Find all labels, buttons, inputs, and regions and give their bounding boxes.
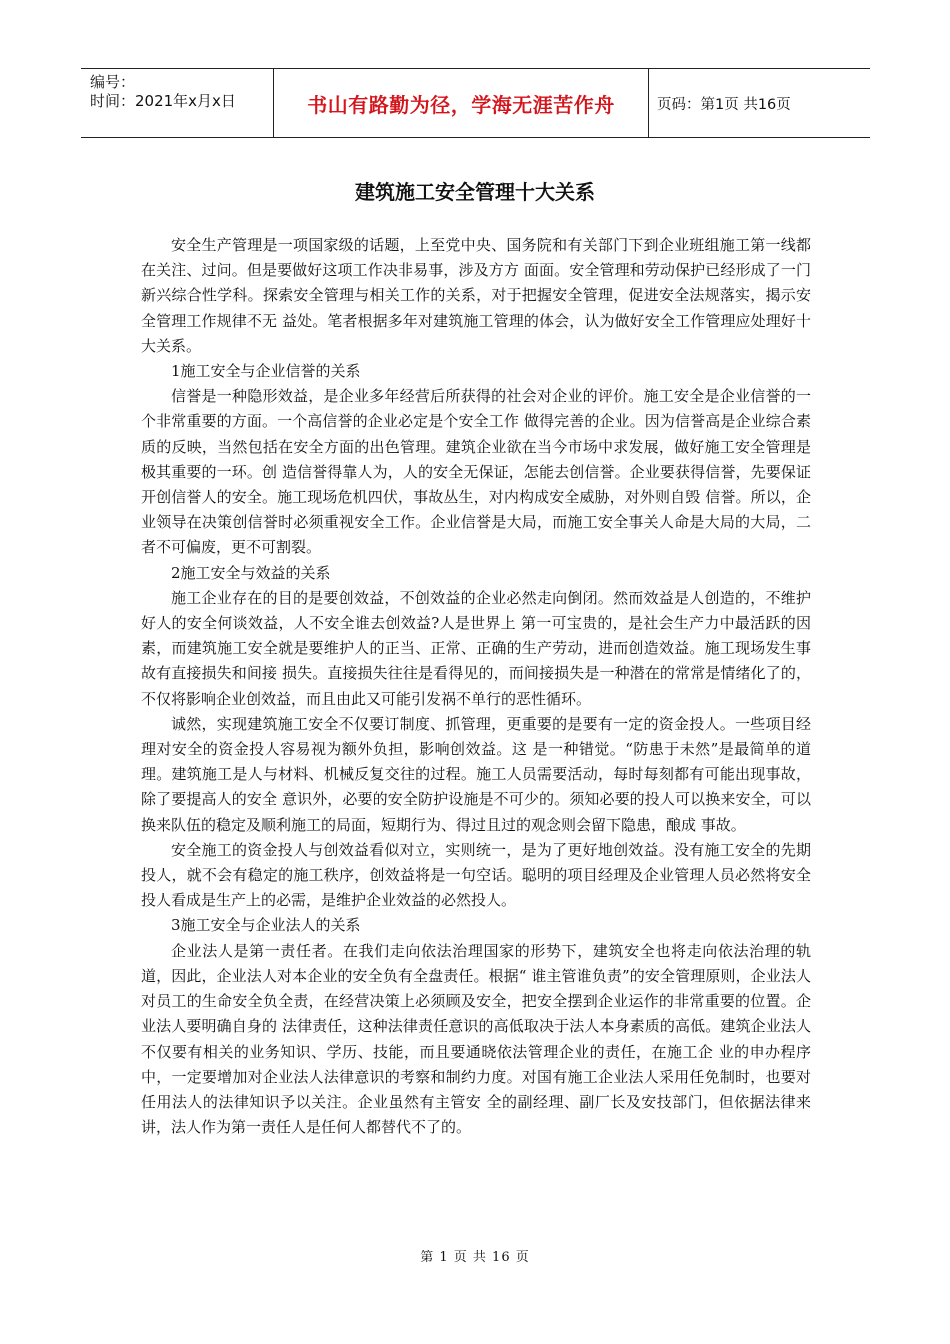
time-label: 时间：2021年x月x日 [90,92,236,110]
paragraph: 安全生产管理是一项国家级的话题，上至党中央、国务院和有关部门下到企业班组施工第一线都在关注、过问。但是要做好这项工作决非易事，涉及方方 面面。安全管理和劳动保护已经形成了一门新兴综合性学科。探索安全管理与相关工作的关系，对于把握安全管理，促进安全法规落实，揭示安全管理工作规律不无 益处。笔者根据多年对建筑施工管理的体会，认为做好安全工作管理应处理好十大关系。 [141,236,811,355]
header-meta [81,69,274,137]
motto-text: 书山有路勤为径，学海无涯苦作舟 [307,92,615,117]
paragraph: 企业法人是第一责任者。在我们走向依法治理国家的形势下，建筑安全也将走向依法治理的轨道，因此，企业法人对本企业的安全负有全盘责任。根据“ 谁主管谁负责”的安全管理原则，企业法人对员工的生命安全负全责，在经营决策上必须顾及安全，把安全摆到企业运作的非常重要的位置。企业法人要明确自身的 法律责任，这种法律责任意识的高低取决于法人本身素质的高低。建筑企业法人不仅要有相关的业务知识、学历、技能，而且要通晓依法管理企业的责任，在施工企 业的申办程序中，一定要增加对企业法人法律意识的考察和制约力度。对国有施工企业法人采用任免制时，也要对任用法人的法律知识予以关注。企业虽然有主管安 全的副经理、副厂长及安技部门，但依据法律来讲，法人作为第一责任人是任何人都替代不了的。 [141,941,811,1137]
document-header [81,68,870,138]
section-heading: 1施工安全与企业信誉的关系 [171,362,361,381]
page-footer: 第 1 页 共 16 页 [420,1250,530,1265]
number-label: 编号： [90,73,136,91]
document-body [141,233,811,1140]
section-heading: 3施工安全与企业法人的关系 [171,916,361,935]
paragraph: 施工企业存在的目的是要创效益，不创效益的企业必然走向倒闭。然而效益是人创造的，不维护好人的安全何谈效益，人不安全谁去创效益?人是世界上 第一可宝贵的，是社会生产力中最活跃的因素，而建筑施工安全就是要维护人的正当、正常、正确的生产劳动，进而创造效益。施工现场发生事故有直接损失和间接 损失。直接损失往往是看得见的，而间接损失是一种潜在的常常是情绪化了的，不仅将影响企业创效益，而且由此又可能引发祸不单行的恶性循环。 [141,588,811,708]
header-motto-cell [274,69,649,137]
paragraph: 安全施工的资金投人与创效益看似对立，实则统一，是为了更好地创效益。没有施工安全的先期投人，就不会有稳定的施工秩序，创效益将是一句空话。聪明的项目经理及企业管理人员必然将安全投人看成是生产上的必需，是维护企业效益的必然投人。 [141,840,811,910]
paragraph: 信誉是一种隐形效益，是企业多年经营后所获得的社会对企业的评价。施工安全是企业信誉的一个非常重要的方面。一个高信誉的企业必定是个安全工作 做得完善的企业。因为信誉高是企业综合素质的反映，当然包括在安全方面的出色管理。建筑企业欲在当今市场中求发展，做好施工安全管理是极其重要的一环。创 造信誉得靠人为，人的安全无保证，怎能去创信誉。企业要获得信誉，先要保证开创信誉人的安全。施工现场危机四伏，事故丛生，对内构成安全威胁，对外则自毁 信誉。所以，企业领导在决策创信誉时必须重视安全工作。企业信誉是大局，而施工安全事关人命是大局的大局，二者不可偏废，更不可割裂。 [141,387,811,557]
paragraph: 诚然，实现建筑施工安全不仅要订制度、抓管理，更重要的是要有一定的资金投人。一些项目经理对安全的资金投人容易视为额外负担，影响创效益。这 是一种错觉。“防患于未然”是最简单的道理。建筑施工是人与材料、机械反复交往的过程。施工人员需要活动，每时每刻都有可能出现事故，除了要提高人的安全 意识外，必要的安全防护设施是不可少的。须知必要的投人可以换来安全，可以换来队伍的稳定及顺利施工的局面，短期行为、得过且过的观念则会留下隐患，酿成 事故。 [141,714,811,834]
header-page-cell [649,69,870,137]
page-info: 页码：第1页 共16页 [657,96,791,113]
section-heading: 2施工安全与效益的关系 [171,563,331,582]
document-title: 建筑施工安全管理十大关系 [355,180,595,204]
